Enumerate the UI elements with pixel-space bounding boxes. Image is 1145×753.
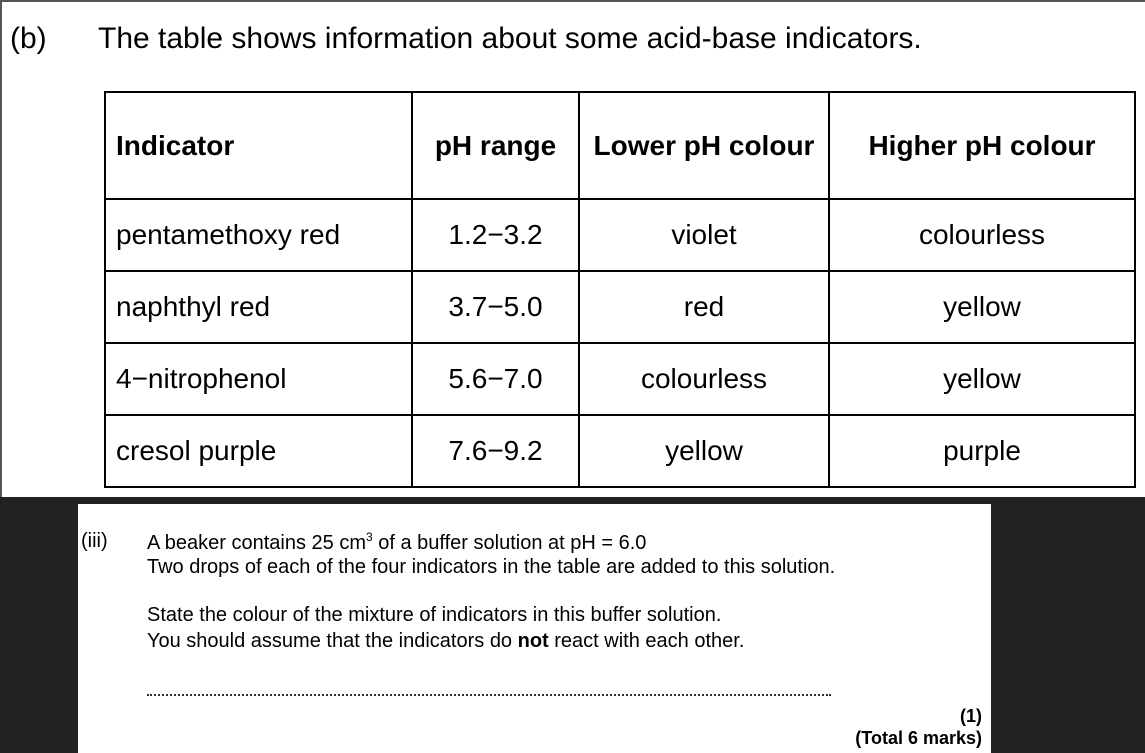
question-line-3: State the colour of the mixture of indicators in this buffer solution. <box>147 604 722 626</box>
cell-lower-colour: violet <box>579 199 829 271</box>
intro-text: The table shows information about some acid-base indicators. <box>98 22 922 55</box>
question-line-2: Two drops of each of the four indicators in the table are added to this solution. <box>147 556 836 578</box>
table-row <box>105 343 1135 415</box>
question-line-4 <box>147 630 744 653</box>
total-marks: (Total 6 marks) <box>855 728 982 748</box>
assume-text: You should assume that the indicators do <box>147 630 518 652</box>
cell-ph-range: 5.6−7.0 <box>412 343 579 415</box>
indicator-table <box>104 91 1136 488</box>
cell-lower-colour: yellow <box>579 415 829 487</box>
table-row <box>105 415 1135 487</box>
header-ph-range: pH range <box>412 92 579 199</box>
cell-indicator: naphthyl red <box>105 271 412 343</box>
header-higher-ph-colour: Higher pH colour <box>829 92 1135 199</box>
cell-indicator: cresol purple <box>105 415 412 487</box>
cell-ph-range: 1.2−3.2 <box>412 199 579 271</box>
cubed-superscript: 3 <box>366 530 373 544</box>
cell-indicator: 4−nitrophenol <box>105 343 412 415</box>
header-lower-ph-colour: Lower pH colour <box>579 92 829 199</box>
cell-higher-colour: purple <box>829 415 1135 487</box>
question-iii-panel <box>78 504 991 753</box>
table-row <box>105 271 1135 343</box>
buffer-text: of a buffer solution at pH = 6.0 <box>372 532 647 554</box>
question-line-1 <box>147 530 646 555</box>
answer-line[interactable] <box>147 694 831 696</box>
cell-lower-colour: colourless <box>579 343 829 415</box>
table-row <box>105 199 1135 271</box>
question-marks: (1) <box>960 706 982 726</box>
beaker-text: A beaker contains 25 cm <box>147 532 367 554</box>
react-text: react with each other. <box>548 630 745 652</box>
cell-higher-colour: yellow <box>829 271 1135 343</box>
cell-lower-colour: red <box>579 271 829 343</box>
question-number: (iii) <box>81 530 108 552</box>
cell-ph-range: 7.6−9.2 <box>412 415 579 487</box>
part-label: (b) <box>10 22 47 55</box>
cell-indicator: pentamethoxy red <box>105 199 412 271</box>
header-indicator: Indicator <box>105 92 412 199</box>
cell-ph-range: 3.7−5.0 <box>412 271 579 343</box>
not-emphasis: not <box>517 630 549 652</box>
marks-block <box>855 705 982 749</box>
cell-higher-colour: colourless <box>829 199 1135 271</box>
cell-higher-colour: yellow <box>829 343 1135 415</box>
table-header-row <box>105 92 1135 199</box>
